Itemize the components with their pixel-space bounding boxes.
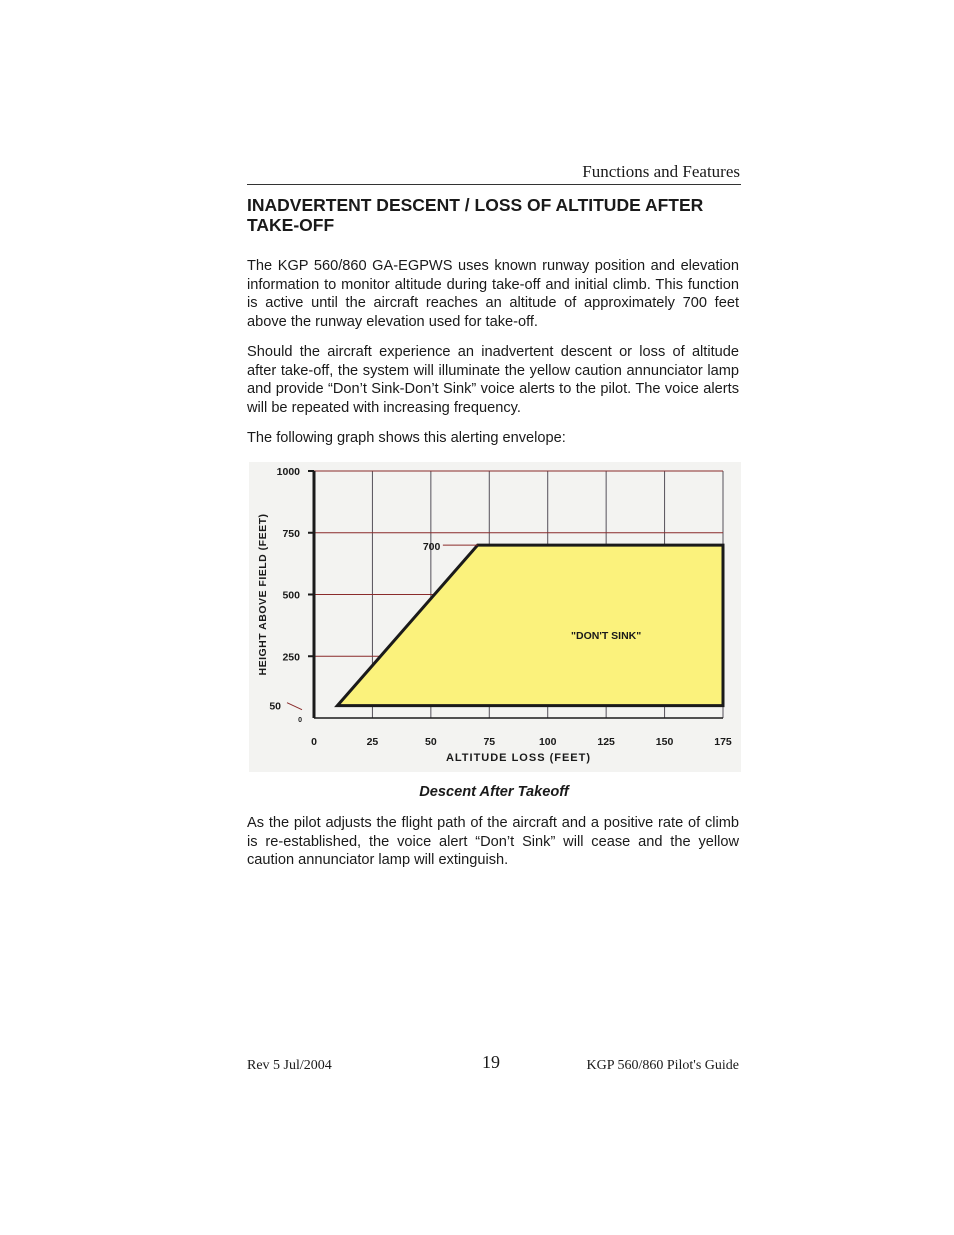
y-tick-label-1000: 1000 <box>276 466 300 478</box>
x-axis-label: ALTITUDE LOSS (FEET) <box>445 752 592 764</box>
section-title: INADVERTENT DESCENT / LOSS OF ALTITUDE AFTER TAKE-OFF <box>247 195 704 235</box>
x-tick-label-100: 100 <box>538 736 557 748</box>
body-paragraph-4: As the pilot adjusts the flight path of the aircraft and a positive rate of climb is re-established, the voice alert “Don’t Sink” will cease and the yellow caution annunciator lamp will extinguish. <box>247 815 739 869</box>
running-header: Functions and Features <box>582 162 740 181</box>
y-tick-label-250: 250 <box>282 651 300 664</box>
x-tick-label-50: 50 <box>425 736 437 748</box>
x-tick-label-0: 0 <box>311 736 317 748</box>
body-paragraph-1: The KGP 560/860 GA-EGPWS uses known runway position and elevation information to monitor altitude during take-off and initial climb. This function is active until the aircraft reaches an altitude of approximately 700 feet above the runway elevation used for take-off. <box>247 258 739 331</box>
figure-caption: Descent After Takeoff <box>419 784 569 800</box>
x-tick-label-175: 175 <box>714 736 732 748</box>
y-tick-label-750: 750 <box>282 527 300 540</box>
x-tick-label-25: 25 <box>366 736 379 748</box>
x-tick-label-150: 150 <box>655 736 674 748</box>
footer-guide-title: KGP 560/860 Pilot's Guide <box>586 1058 739 1073</box>
y-axis-label: HEIGHT ABOVE FIELD (FEET) <box>257 513 269 676</box>
body-paragraph-3: The following graph shows this alerting envelope: <box>247 430 566 446</box>
footer-revision: Rev 5 Jul/2004 <box>247 1058 332 1073</box>
x-tick-label-125: 125 <box>597 736 615 748</box>
y-tick-label-500: 500 <box>282 589 300 602</box>
y-tick-label-50: 50 <box>269 700 281 713</box>
y-tick-label-0: 0 <box>298 717 302 724</box>
annotation-700-label: 700 <box>422 541 441 554</box>
region-label: "DON'T SINK" <box>571 629 642 642</box>
body-paragraph-2: Should the aircraft experience an inadvertent descent or loss of altitude after take-off, the system will illuminate the yellow caution annunciator lamp and provide “Don’t Sink-Don’t Sink” voice alerts to the pilot. The voice alerts will be repeated with increasing frequency. <box>247 344 739 417</box>
header-rule <box>247 184 741 185</box>
page-number: 19 <box>482 1052 500 1072</box>
x-tick-label-75: 75 <box>483 736 496 748</box>
alerting-envelope-chart <box>249 462 741 772</box>
